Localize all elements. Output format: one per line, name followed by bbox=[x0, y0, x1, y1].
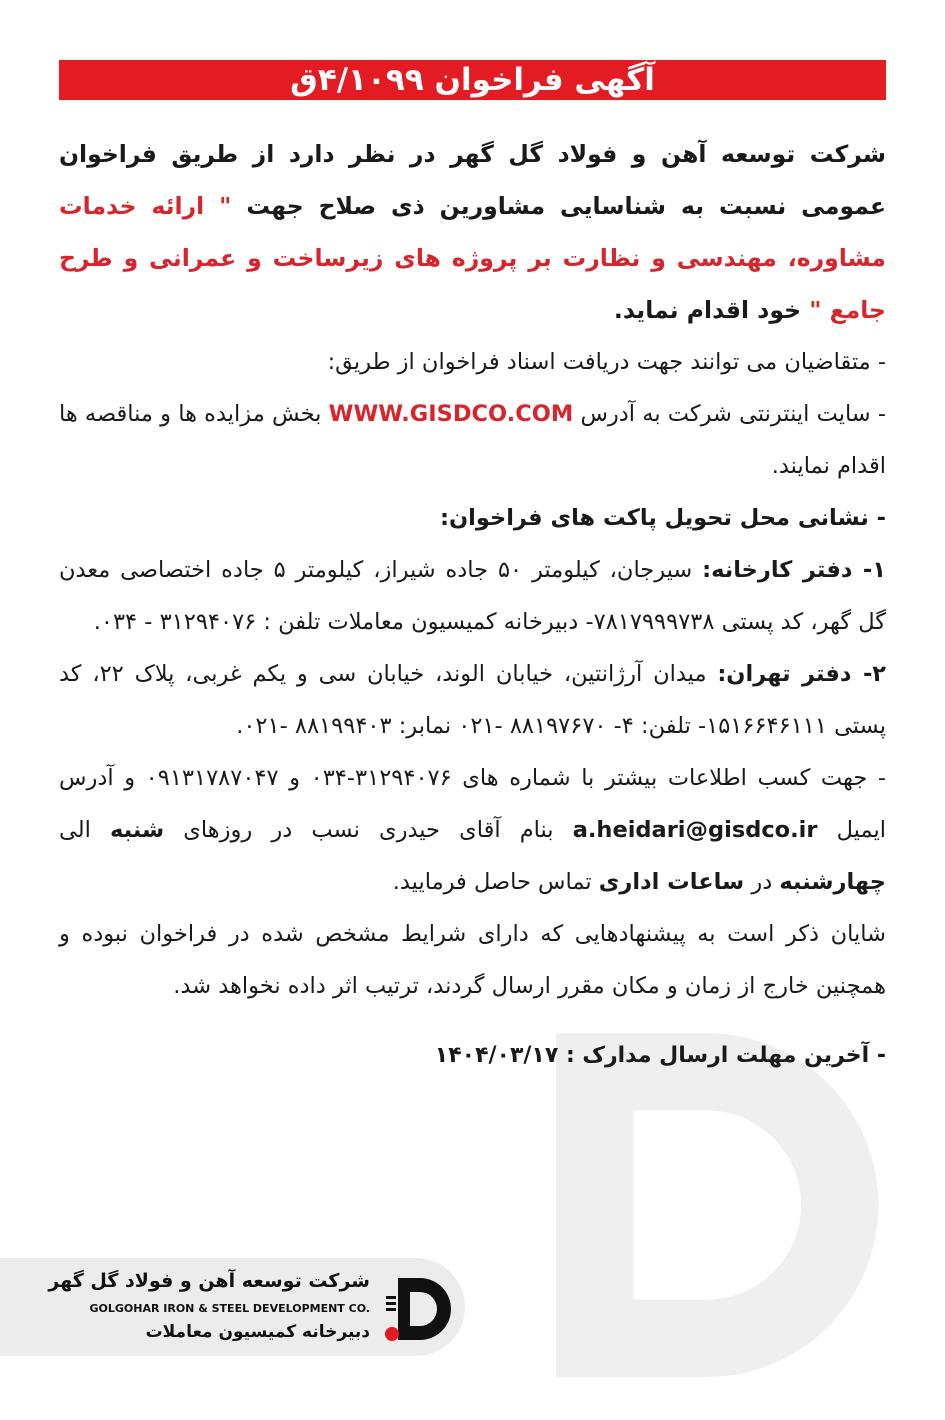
footer-brand bbox=[0, 1258, 465, 1356]
contact-text: - جهت کسب اطلاعات بیشتر با شماره های ۳۱۲۹۴۰۷۶-۰۳۴ و ۰۹۱۳۱۷۸۷۰۴۷ و آدرس ایمیل bbox=[59, 765, 886, 843]
contact-text: الی bbox=[59, 817, 111, 843]
contact-text: بنام آقای حیدری نسب در روزهای bbox=[164, 817, 573, 843]
company-name-en: GOLGOHAR IRON & STEEL DEVELOPMENT CO. bbox=[89, 1302, 370, 1315]
company-logo-icon bbox=[384, 1274, 454, 1344]
day-end: چهارشنبه bbox=[779, 869, 886, 895]
intro-end: خود اقدام نماید. bbox=[613, 296, 810, 324]
email-link[interactable]: a.heidari@gisdco.ir bbox=[572, 817, 818, 843]
website-paragraph bbox=[59, 388, 886, 492]
office2-paragraph bbox=[59, 648, 886, 752]
contact-paragraph bbox=[59, 752, 886, 908]
office2-address: میدان آرژانتین، خیابان الوند، خیابان سی و یکم غربی، پلاک ۲۲، کد پستی ۱۵۱۶۶۴۶۱۱۱- تلفن: ۴- ۸۸۱۹۷۶۷۰ -۰۲۱ نمابر: ۸۸۱۹۹۴۰۳ -۰۲۱. bbox=[59, 661, 886, 739]
intro-text: شرکت توسعه آهن و فولاد گل گهر در نظر دارد از طریق فراخوان عمومی نسبت به شناسایی مشاورین ذی صلاح جهت bbox=[59, 140, 887, 220]
office1-paragraph bbox=[59, 544, 886, 648]
office2-label: ۲- دفتر تهران: bbox=[717, 661, 887, 687]
announcement-body bbox=[59, 128, 886, 1082]
website-text-end: بخش مزایده ها و مناقصه ها اقدام نمایند. bbox=[59, 401, 886, 479]
applicants-line: - متقاضیان می توانند جهت دریافت اسناد فراخوان از طریق: bbox=[327, 349, 886, 375]
notice-paragraph: شایان ذکر است به پیشنهادهایی که دارای شرایط مشخص شده در فراخوان نبوده و همچنین خارج از زمان و مکان مقرر ارسال گردند، ترتیب اثر داده نخواهد شد. bbox=[59, 921, 886, 999]
delivery-heading: - نشانی محل تحویل پاکت های فراخوان: bbox=[439, 505, 886, 531]
deadline: - آخرین مهلت ارسال مدارک : ۱۴۰۴/۰۳/۱۷ bbox=[434, 1043, 886, 1068]
day-start: شنبه bbox=[110, 817, 165, 843]
department-name: دبیرخانه کمیسیون معاملات bbox=[145, 1322, 370, 1342]
page-title: آگهی فراخوان ۴/۱۰۹۹ق bbox=[59, 60, 886, 100]
office-hours: ساعات اداری bbox=[598, 869, 745, 895]
contact-text: تماس حاصل فرمایید. bbox=[392, 869, 599, 895]
contact-text: در bbox=[744, 869, 780, 895]
office1-address: سیرجان، کیلومتر ۵۰ جاده شیراز، کیلومتر ۵ جاده اختصاصی معدن گل گهر، کد پستی ۷۸۱۷۹۹۹۷۳۸- دبیرخانه کمیسیون معاملات تلفن : ۳۱۲۹۴۰۷۶ - ۰۳۴. bbox=[59, 557, 886, 635]
office1-label: ۱- دفتر کارخانه: bbox=[702, 557, 886, 583]
company-name-fa: شرکت توسعه آهن و فولاد گل گهر bbox=[48, 1270, 370, 1292]
intro-paragraph bbox=[59, 128, 886, 336]
website-link[interactable]: WWW.GISDCO.COM bbox=[328, 401, 574, 427]
service-title: " ارائه خدمات مشاوره، مهندسی و نظارت بر پروژه های زیرساخت و عمرانی و طرح جامع " bbox=[59, 192, 886, 324]
website-text: - سایت اینترنتی شرکت به آدرس bbox=[573, 401, 886, 427]
